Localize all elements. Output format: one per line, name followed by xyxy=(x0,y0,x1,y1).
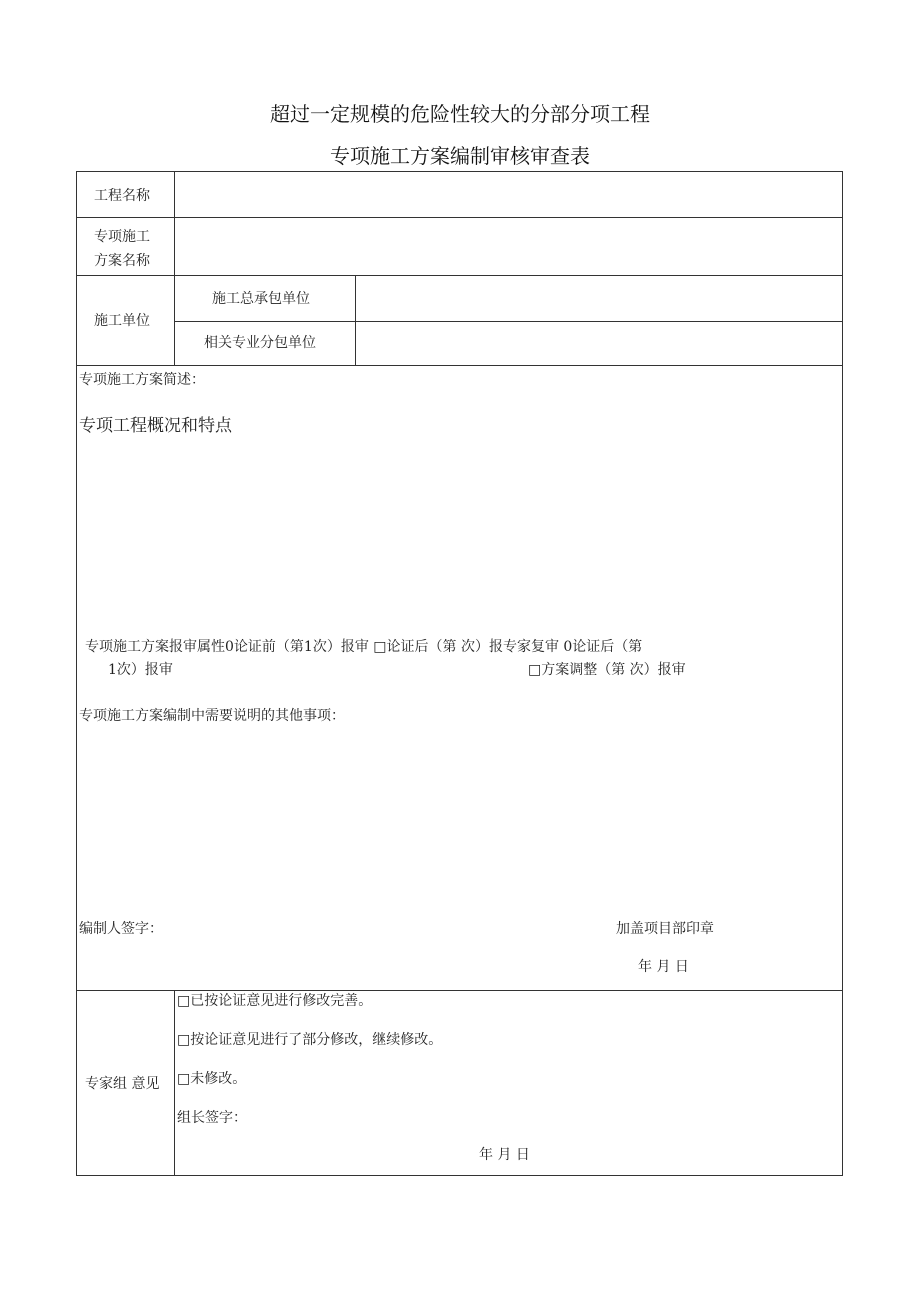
form-title-line2: 专项施工方案编制审核审查表 xyxy=(330,144,590,168)
review-attribute-line1: 专项施工方案报审属性0论证前（第1次）报审 □论证后（第 次）报专家复审 0论证后（第 xyxy=(85,639,643,655)
plan-name-label-line2: 方案名称 xyxy=(94,253,150,269)
subcontractor-field[interactable] xyxy=(356,322,842,365)
leader-signature-label: 组长签字： xyxy=(177,1110,247,1126)
review-form-table xyxy=(76,171,843,1176)
expert-date-label: 年 月 日 xyxy=(479,1147,530,1163)
overview-heading: 专项工程概况和特点 xyxy=(79,416,232,436)
expert-opinion-label: 专家组 意见 xyxy=(85,1076,160,1092)
project-name-label: 工程名称 xyxy=(94,188,150,204)
other-notes-label: 专项施工方案编制中需要说明的其他事项： xyxy=(79,708,345,724)
column-divider xyxy=(174,990,175,1175)
plan-name-field[interactable] xyxy=(175,218,842,275)
option-partially-revised-checkbox[interactable]: □按论证意见进行了部分修改，继续修改。 xyxy=(177,1032,443,1048)
date-label: 年 月 日 xyxy=(638,959,689,975)
row-divider xyxy=(77,990,842,991)
review-attribute-line2-left: 1次）报审 xyxy=(108,662,173,678)
project-name-field[interactable] xyxy=(175,172,842,217)
row-divider xyxy=(77,365,842,366)
project-seal-label: 加盖项目部印章 xyxy=(616,921,714,937)
option-fully-revised-checkbox[interactable]: □已按论证意见进行修改完善。 xyxy=(177,993,373,1009)
construction-unit-label: 施工单位 xyxy=(94,313,150,329)
form-title-line1: 超过一定规模的危险性较大的分部分项工程 xyxy=(270,102,650,126)
compiler-signature-label: 编制人签字： xyxy=(79,921,163,937)
option-not-revised-checkbox[interactable]: □未修改。 xyxy=(177,1071,247,1087)
general-contractor-field[interactable] xyxy=(356,276,842,321)
plan-summary-label: 专项施工方案简述： xyxy=(79,372,205,388)
subcontractor-label: 相关专业分包单位 xyxy=(204,335,316,351)
general-contractor-label: 施工总承包单位 xyxy=(212,291,310,307)
plan-adjustment-checkbox[interactable]: □方案调整（第 次）报审 xyxy=(528,662,686,678)
plan-name-label-line1: 专项施工 xyxy=(94,229,150,245)
